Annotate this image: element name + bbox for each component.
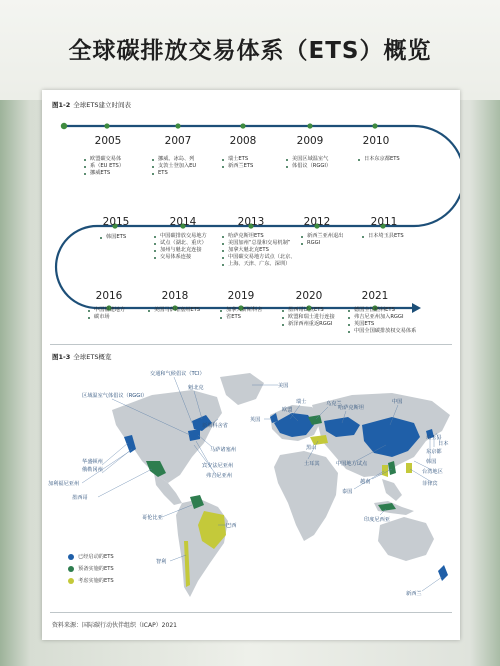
map-label: 墨西哥 [72,495,88,501]
timeline-events: 加拿大新斯科舍 省ETS [220,307,262,321]
legend-item: 考虑实施的ETS [68,577,114,584]
map-label: 魁北克 [188,385,204,391]
timeline-year: 2016 [95,290,123,302]
timeline-year: 2012 [303,216,331,228]
timeline-year: 2015 [102,216,130,228]
timeline-year: 2010 [362,135,390,147]
map-label: 瑞士 [296,399,307,405]
landmass-southeast-asia [382,479,402,501]
landmass-greenland [220,373,264,405]
timeline-events: 新西兰亚州退出 RGGI [301,233,343,247]
map-label: 越南 [360,479,371,485]
legend-item: 已经启动的ETS [68,553,114,560]
timeline-year: 2020 [295,290,323,302]
divider [50,344,452,345]
timeline-year: 2011 [370,216,398,228]
map-label: 马萨诸塞州 [210,447,236,453]
map-label: 土耳其 [304,461,320,467]
map-label: 泰国 [342,489,353,495]
timeline-start-dot [61,123,67,129]
timeline-year: 2021 [361,290,389,302]
map-label: 台湾地区 [422,469,443,475]
map-label: 巴西 [226,523,237,529]
landmass-south-america [176,499,228,597]
map-label: 宾夕法尼亚州 [202,463,234,469]
map-label: 华盛顿州 [82,459,103,465]
region-philippines [406,463,412,473]
map-label: 黑山 [306,445,317,451]
timeline-events: 日本埼玉县ETS [362,233,404,240]
legend-item: 预备实施的ETS [68,565,114,572]
timeline-year: 2005 [94,135,122,147]
map-label: 埼玉县 [426,435,442,441]
timeline-year: 2007 [164,135,192,147]
map-label: 俄勒冈州 [82,467,103,473]
map-label: 新西兰 [406,591,422,597]
timeline-year: 2009 [296,135,324,147]
divider [50,612,452,613]
map-label: 英国 [250,417,261,423]
map-label: 哈萨克斯坦 [338,405,364,411]
legend-swatch [68,578,74,584]
map-label: 哥伦比亚 [142,515,163,521]
map-label: 美国 [278,383,289,389]
map-label: 韩国 [426,459,437,465]
timeline-year: 2019 [227,290,255,302]
timeline-events: 韩国ETS [100,234,126,241]
map-label: 中国地方试点 [336,461,368,467]
map-label: 中国 [392,399,403,405]
timeline-year: 2014 [169,216,197,228]
timeline-year: 2013 [237,216,265,228]
timeline-events: 中国碳排放交易地方 试点（湖北、重庆） 加州与魁北克连接 交易体系连接 [154,233,207,261]
map-label: 菲律宾 [422,481,438,487]
timeline-year: 2018 [161,290,189,302]
timeline-events: 欧盟碳交易体 系（EU ETS） 挪威ETS [84,156,124,177]
timeline-events: 日本东京都ETS [358,156,400,163]
region-thailand [382,465,388,477]
map-label: 东京都 [426,449,442,455]
map-label: 加利福尼亚州 [48,481,80,487]
map-label: 日本 [438,441,449,447]
landmass-australia [378,517,434,561]
figure1-label: 图1-2 全球ETS建立时间表 [52,101,131,109]
timeline-events: 中国福建地方 碳市场 [88,307,125,321]
timeline-events: 美国区域温室气 体倡议（RGGI） [286,156,331,170]
timeline-events: 哈萨克斯坦ETS 美国加州“总量和交易机制” 加拿大魁北克ETS 中国碳交易地方试点（北京、 上海、天津、广东、深圳） [222,233,295,268]
map-label: 新斯科舍省 [202,423,228,429]
timeline-events: 墨西哥试点ETS 欧盟和瑞士进行连接 新泽西州重返RGGI [282,307,335,328]
map-label: 智利 [156,559,167,565]
page-title: 全球碳排放交易体系（ETS）概览 [68,38,432,64]
timeline-year: 2008 [229,135,257,147]
map-label: 弗吉尼亚州 [206,473,232,479]
timeline-events: 美国马萨诸塞州ETS [148,307,200,314]
figure2-label: 图1-3 全球ETS概览 [52,353,112,361]
timeline-events: 瑞士ETS 新西兰ETS [222,156,253,170]
legend-swatch [68,566,74,572]
legend-swatch [68,554,74,560]
map-label: 区域温室气体倡议（RGGI） [82,393,148,399]
document-sheet [42,90,460,640]
map-label: 欧盟 [282,407,293,413]
source-note: 资料来源：国际碳行动伙伴组织（ICAP）2021 [52,622,177,629]
timeline-events: 挪威、冰岛、列 支敦士登加入EU ETS [152,156,196,177]
timeline-events: 德国全国燃料ETS 弗吉尼亚州加入RGGI 英国ETS 中国全国碳排放权交易体系 [348,307,416,335]
map-label: 乌克兰 [326,401,342,407]
map-label: 印度尼西亚 [364,517,390,523]
map-label: 交通和气候倡议（TCI） [150,371,205,377]
